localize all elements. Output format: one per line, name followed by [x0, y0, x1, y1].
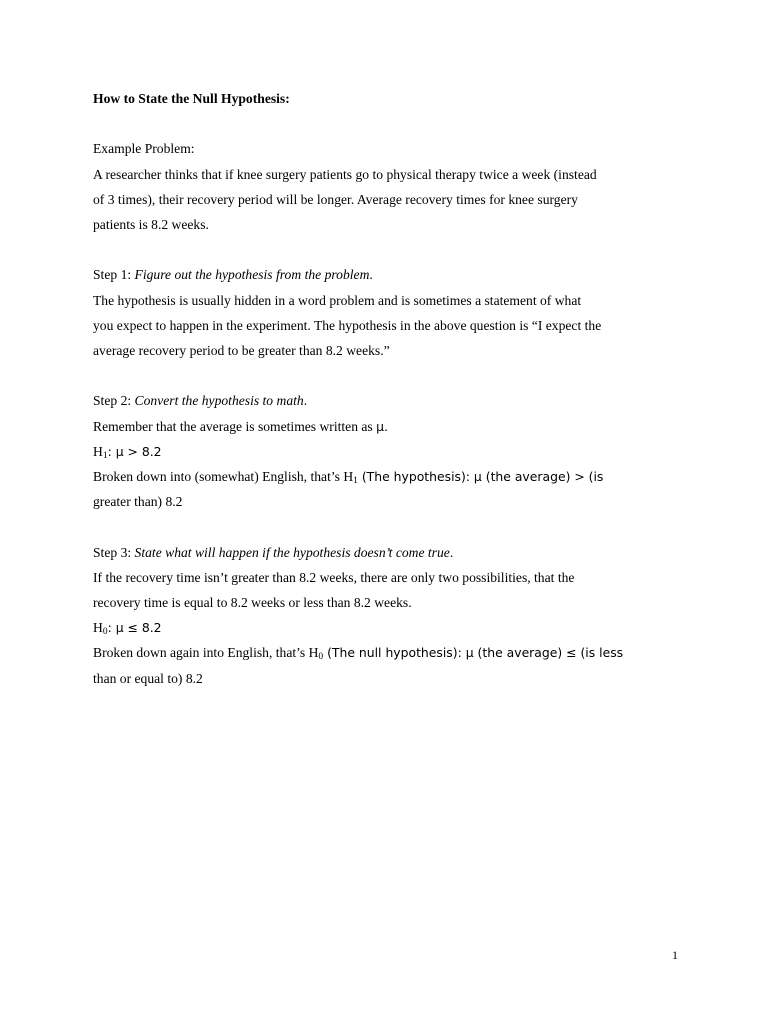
- example-heading: Example Problem:: [93, 141, 195, 157]
- h0-formula: : μ ≤ 8.2: [107, 620, 162, 636]
- step3-heading-end: .: [449, 544, 454, 560]
- document-body: [93, 86, 683, 691]
- paragraph-spacer: [93, 363, 683, 388]
- step1-heading-text: Figure out the hypothesis from the problem: [134, 267, 370, 283]
- mu-symbol: μ.: [376, 418, 388, 434]
- step3-breakdown-line: [93, 640, 683, 665]
- h1-formula: : μ > 8.2: [107, 443, 162, 459]
- step2-label: Step 2:: [93, 393, 135, 409]
- step3-breakdown-subscript: 0: [318, 652, 324, 663]
- h1-subscript: 1: [102, 450, 108, 461]
- step3-breakdown-line-end: than or equal to) 8.2: [93, 670, 203, 686]
- step2-breakdown-line-end: greater than) 8.2: [93, 494, 183, 510]
- step3-label: Step 3:: [93, 544, 135, 560]
- step1-heading-end: .: [369, 267, 373, 283]
- paragraph-spacer: [93, 237, 683, 262]
- h1-formula-line: [93, 439, 683, 464]
- example-text-line: patients is 8.2 weeks.: [93, 217, 209, 232]
- page-number: 1: [672, 948, 678, 962]
- step1-text-line: average recovery period to be greater than 8.2 weeks.”: [93, 343, 390, 358]
- document-title: How to State the Null Hypothesis:: [93, 91, 290, 106]
- step3-text-line: If the recovery time isn’t greater than 8.2 weeks, there are only two possibilities, that the: [93, 569, 575, 585]
- step3-breakdown-middle: (The null hypothesis): μ (the average) ≤ (is less: [323, 645, 624, 661]
- step2-breakdown-middle: (The hypothesis): μ (the average) > (is: [357, 469, 604, 484]
- step3-heading: [93, 540, 683, 565]
- h0-subscript: 0: [102, 627, 108, 638]
- step3-heading-text: State what will happen if the hypothesis doesn’t come true: [134, 544, 450, 560]
- step1-label: Step 1:: [93, 267, 135, 283]
- step3-text-line: recovery time is equal to 8.2 weeks or less than 8.2 weeks.: [93, 595, 412, 610]
- step2-mu-line: [93, 414, 683, 439]
- step2-mu-text: Remember that the average is sometimes written as: [93, 418, 377, 434]
- paragraph-spacer: [93, 514, 683, 539]
- step1-heading: [93, 262, 683, 287]
- paragraph-spacer: [93, 111, 683, 136]
- h0-letter: H: [93, 620, 103, 636]
- step2-heading-end: .: [303, 393, 308, 409]
- step2-breakdown-prefix: Broken down into (somewhat) English, that’s H: [93, 469, 354, 484]
- example-text-line: of 3 times), their recovery period will be longer. Average recovery times for knee surgery: [93, 191, 578, 207]
- h1-letter: H: [93, 443, 103, 459]
- step2-breakdown-line: [93, 464, 683, 489]
- step3-breakdown-prefix: Broken down again into English, that’s H: [93, 645, 319, 661]
- step1-text-line: The hypothesis is usually hidden in a word problem and is sometimes a statement of what: [93, 292, 582, 308]
- step2-heading-text: Convert the hypothesis to math: [134, 393, 304, 409]
- step2-breakdown-subscript: 1: [353, 476, 358, 486]
- step1-text-line: you expect to happen in the experiment. The hypothesis in the above question is “I expect the: [93, 317, 602, 333]
- example-text-line: A researcher thinks that if knee surgery patients go to physical therapy twice a week (instead: [93, 166, 597, 182]
- h0-formula-line: [93, 615, 683, 640]
- step2-heading: [93, 388, 683, 413]
